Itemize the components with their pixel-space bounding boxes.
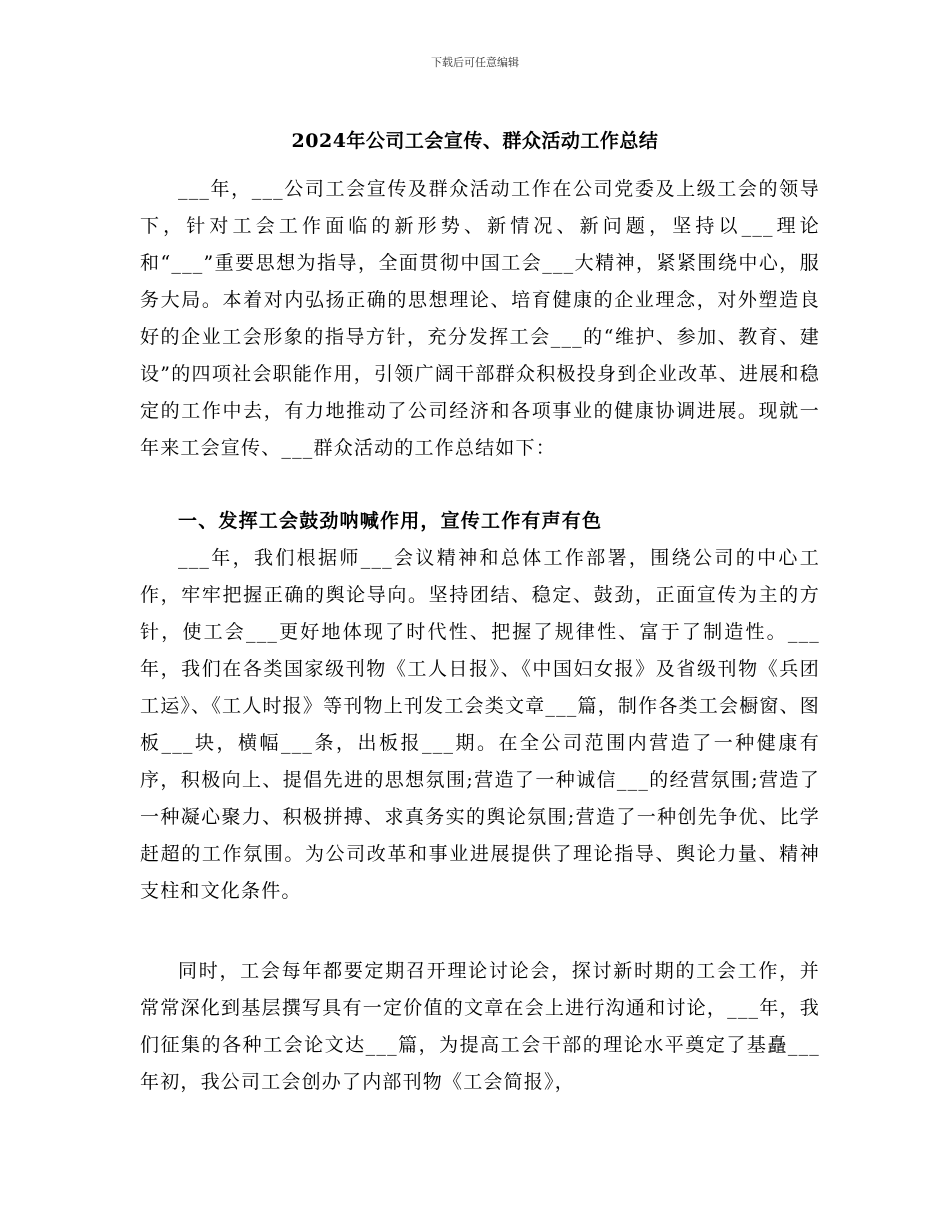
section-heading-text: 一、发挥工会鼓劲呐喊作用，宣传工作有声有色 — [178, 510, 603, 532]
paragraph-text: ___年，___公司工会宣传及群众活动工作在公司党委及上级工会的领导下，针对工会工作面临的新形势、新情况、新问题，坚持以___理论和“___”重要思想为指导，全面贯彻中国工会___大精神，紧紧围绕中心，服务大局。本着对内弘扬正确的思想理论、培育健康的企业理念，对外塑造良好的企业工会形象的指导方针，充分发挥工会___的“维护、参加、教育、建设”的四项社会职能作用，引领广阔干部群众积极投身到企业改革、进展和稳定的工作中去，有力地推动了公司经济和各项事业的健康协调进展。现就一年来工会宣传、___群众活动的工作总结如下： — [140, 178, 820, 459]
document-title: 2024年公司工会宣传、群众活动工作总结 — [291, 130, 659, 152]
body-paragraph-intro — [140, 171, 820, 467]
body-paragraph-section1-1 — [140, 540, 820, 910]
paragraph-text: ___年，我们根据师___会议精神和总体工作部署，围绕公司的中心工作，牢牢把握正确的舆论导向。坚持团结、稳定、鼓劲，正面宣传为主的方针，使工会___更好地体现了时代性、把握了规律性、富于了制造性。___年，我们在各类国家级刊物《工人日报》、《中国妇女报》及省级刊物《兵团工运》、《工人时报》等刊物上刊发工会类文章___篇，制作各类工会橱窗、图板___块，横幅___条，出板报___期。在全公司范围内营造了一种健康有序，积极向上、提倡先进的思想氛围;营造了一种诚信___的经营氛围;营造了一种凝心聚力、积极拼搏、求真务实的舆论氛围;营造了一种创先争优、比学赶超的工作氛围。为公司改革和事业进展提供了理论指导、舆论力量、精神支柱和文化条件。 — [140, 547, 820, 902]
header-note: 下载后可任意编辑 — [431, 56, 519, 69]
paragraph-text: 同时，工会每年都要定期召开理论讨论会，探讨新时期的工会工作，并常常深化到基层撰写具有一定价值的文章在会上进行沟通和讨论，___年，我们征集的各种工会论文达___篇，为提高工会干部的理论水平奠定了基矗___年初，我公司工会创办了内部刊物《工会简报》， — [140, 960, 820, 1093]
section-heading-1 — [140, 503, 820, 540]
body-paragraph-section1-2 — [140, 953, 820, 1101]
